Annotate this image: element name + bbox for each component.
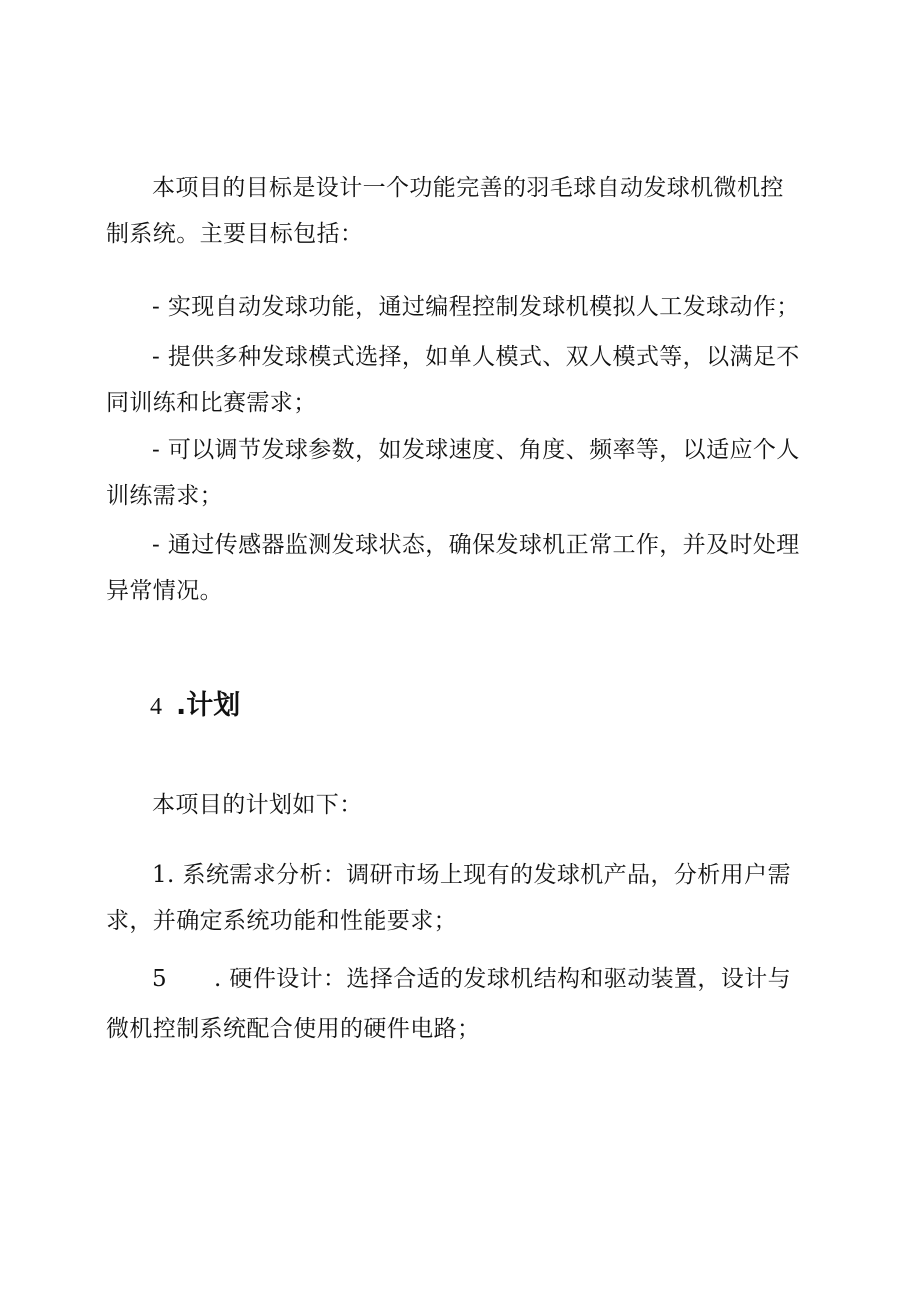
section-number: 4	[150, 694, 162, 720]
plan-item-1: 1. 系统需求分析：调研市场上现有的发球机产品，分析用户需求，并确定系统功能和性能要求；	[106, 862, 791, 934]
plan-intro-paragraph: 本项目的计划如下：	[152, 792, 363, 818]
section-heading	[150, 686, 240, 727]
goal-item-2: - 提供多种发球模式选择，如单人模式、双人模式等，以满足不同训练和比赛需求；	[106, 344, 800, 416]
goal-item-4: - 通过传感器监测发球状态，确保发球机正常工作，并及时处理异常情况。	[106, 532, 800, 604]
section-title: .计划	[176, 690, 241, 721]
plan-item-2	[106, 954, 806, 1054]
intro-paragraph: 本项目的目标是设计一个功能完善的羽毛球自动发球机微机控制系统。主要目标包括：	[106, 175, 784, 247]
plan-item-2-text: . 硬件设计：选择合适的发球机结构和驱动装置，设计与微机控制系统配合使用的硬件电路；	[106, 966, 792, 1042]
goal-item-1: - 实现自动发球功能，通过编程控制发球机模拟人工发球动作；	[152, 294, 800, 320]
plan-item-2-number: 5	[152, 966, 168, 992]
goal-item-3: - 可以调节发球参数，如发球速度、角度、频率等，以适应个人训练需求；	[106, 437, 800, 509]
